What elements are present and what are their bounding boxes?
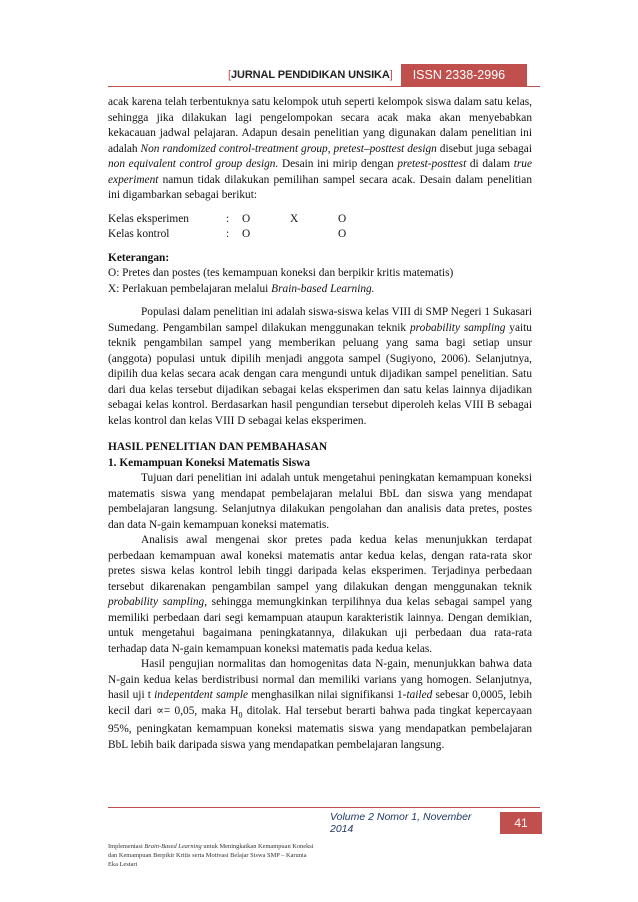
- paragraph-analysis: Analisis awal mengenai skor pretes pada kedua kelas menunjukkan terdapat perbedaan kemampuan awal koneksi matematis antar kedua kelas, dengan rata-rata skor pretes siswa kelas kontrol lebih tinggi daripada kelas eksperimen. Terjadinya perbedaan tersebut dikarenakan pengambilan sampel yang dilakukan dengan menggunakan teknik probability sampling, sehingga memungkinkan terpilihnya dua kelas sebagai sampel yang memiliki perbedaan dari segi kemampuan ataupun karakteristik lainnya. Dengan demikian, untuk mengetahui bagaimana peningkatannya, dilakukan uji perbedaan dua rata-rata terhadap data N-gain kemampuan koneksi matematis pada kedua kelas.: [108, 534, 532, 655]
- journal-name: [ JURNAL PENDIDIKAN UNSIKA ]: [228, 69, 393, 81]
- page-body: [108, 95, 532, 753]
- footer-note: Implementasi Brain-Based Learning untuk Meningkatkan Kemampuan Koneksi dan Kemampuan Berpikir Kritis serta Motivasi Belajar Siswa SMP – Karunia Eka Lestari: [108, 843, 314, 868]
- subsection-heading: 1. Kemampuan Koneksi Matematis Siswa: [108, 456, 310, 469]
- footer-rule: [108, 807, 540, 808]
- page-number: 41: [500, 812, 542, 834]
- paragraph-design: acak karena telah terbentuknya satu kelompok utuh seperti kelompok siswa dalam satu kelas, sehingga jika dilakukan lagi pengelompokan secara acak maka akan menyebabkan kekacauan jadwal pelajaran. Adapun desain penelitian yang digunakan dalam penelitian ini adalah Non randomized control-treatment group, pretest–posttest design disebut juga sebagai non equivalent control group design. Desain ini mirip dengan pretest-posttest di dalam true experiment namun tidak dilakukan pemilihan sampel secara acak. Desain dalam penelitian ini digambarkan sebagai berikut:: [108, 96, 532, 201]
- paragraph-purpose: Tujuan dari penelitian ini adalah untuk mengetahui peningkatan kemampuan koneksi matematis siswa yang mendapat pembelajaran melalui BbL dan siswa yang mendapat pembelajaran langsung. Selanjutnya dilakukan pengolahan dan analisis data pretes, postes dan data N-gain kemampuan koneksi matematis.: [108, 472, 532, 531]
- running-header: [228, 64, 527, 86]
- keterangan-o: O: Pretes dan postes (tes kemampuan koneksi dan berpikir kritis matematis): [108, 267, 454, 279]
- header-rule: [108, 86, 540, 87]
- volume-info: Volume 2 Nomor 1, November 2014: [330, 811, 472, 835]
- running-footer: [330, 812, 542, 834]
- issn-badge: ISSN 2338-2996: [401, 64, 527, 86]
- keterangan-title: Keterangan:: [108, 251, 170, 264]
- paragraph-results: Hasil pengujian normalitas dan homogenitas data N-gain, menunjukkan bahwa data N-gain kedua kelas berdistribusi normal dan memiliki varians yang homogen. Selanjutnya, hasil uji t indepentdent sample menghasilkan nilai signifikansi 1-tailed sebesar 0,0005, lebih kecil dari ∝= 0,05, maka $H_0$ ditolak. Hal tersebut berarti bahwa pada tingkat kepercayaan 95%, peningkatan kemampuan koneksi matematis siswa yang mendapatkan pembelajaran BbL lebih baik daripada siswa yang mendapatkan pembelajaran langsung.: [108, 658, 532, 751]
- section-heading: HASIL PENELITIAN DAN PEMBAHASAN: [108, 441, 328, 453]
- keterangan-x: X: Perlakuan pembelajaran melalui Brain-based Learning.: [108, 282, 375, 295]
- paragraph-population: Populasi dalam penelitian ini adalah siswa-siswa kelas VIII di SMP Negeri 1 Sukasari Sumedang. Pengambilan sampel dilakukan menggunakan teknik probability sampling yaitu teknik pengambilan sampel yang memberikan peluang yang sama bagi setiap unsur (anggota) populasi untuk dipilih menjadi anggota sampel (Sugiyono, 2006). Selanjutnya, dipilih dua kelas secara acak dengan cara mengundi untuk dijadikan sampel penelitian. Satu dari dua kelas tersebut dijadikan sebagai kelas eksperimen dan satu kelas lainnya dijadikan sebagai kelas kontrol. Berdasarkan hasil pengundian tersebut diperoleh kelas VIII B sebagai kelas kontrol dan kelas VIII D sebagai kelas eksperimen.: [108, 306, 532, 427]
- design-table: Kelas eksperimen : O X O Kelas kontrol : O O: [108, 212, 532, 243]
- design-label: Kelas eksperimen: [108, 212, 189, 225]
- design-label: Kelas kontrol: [108, 228, 170, 240]
